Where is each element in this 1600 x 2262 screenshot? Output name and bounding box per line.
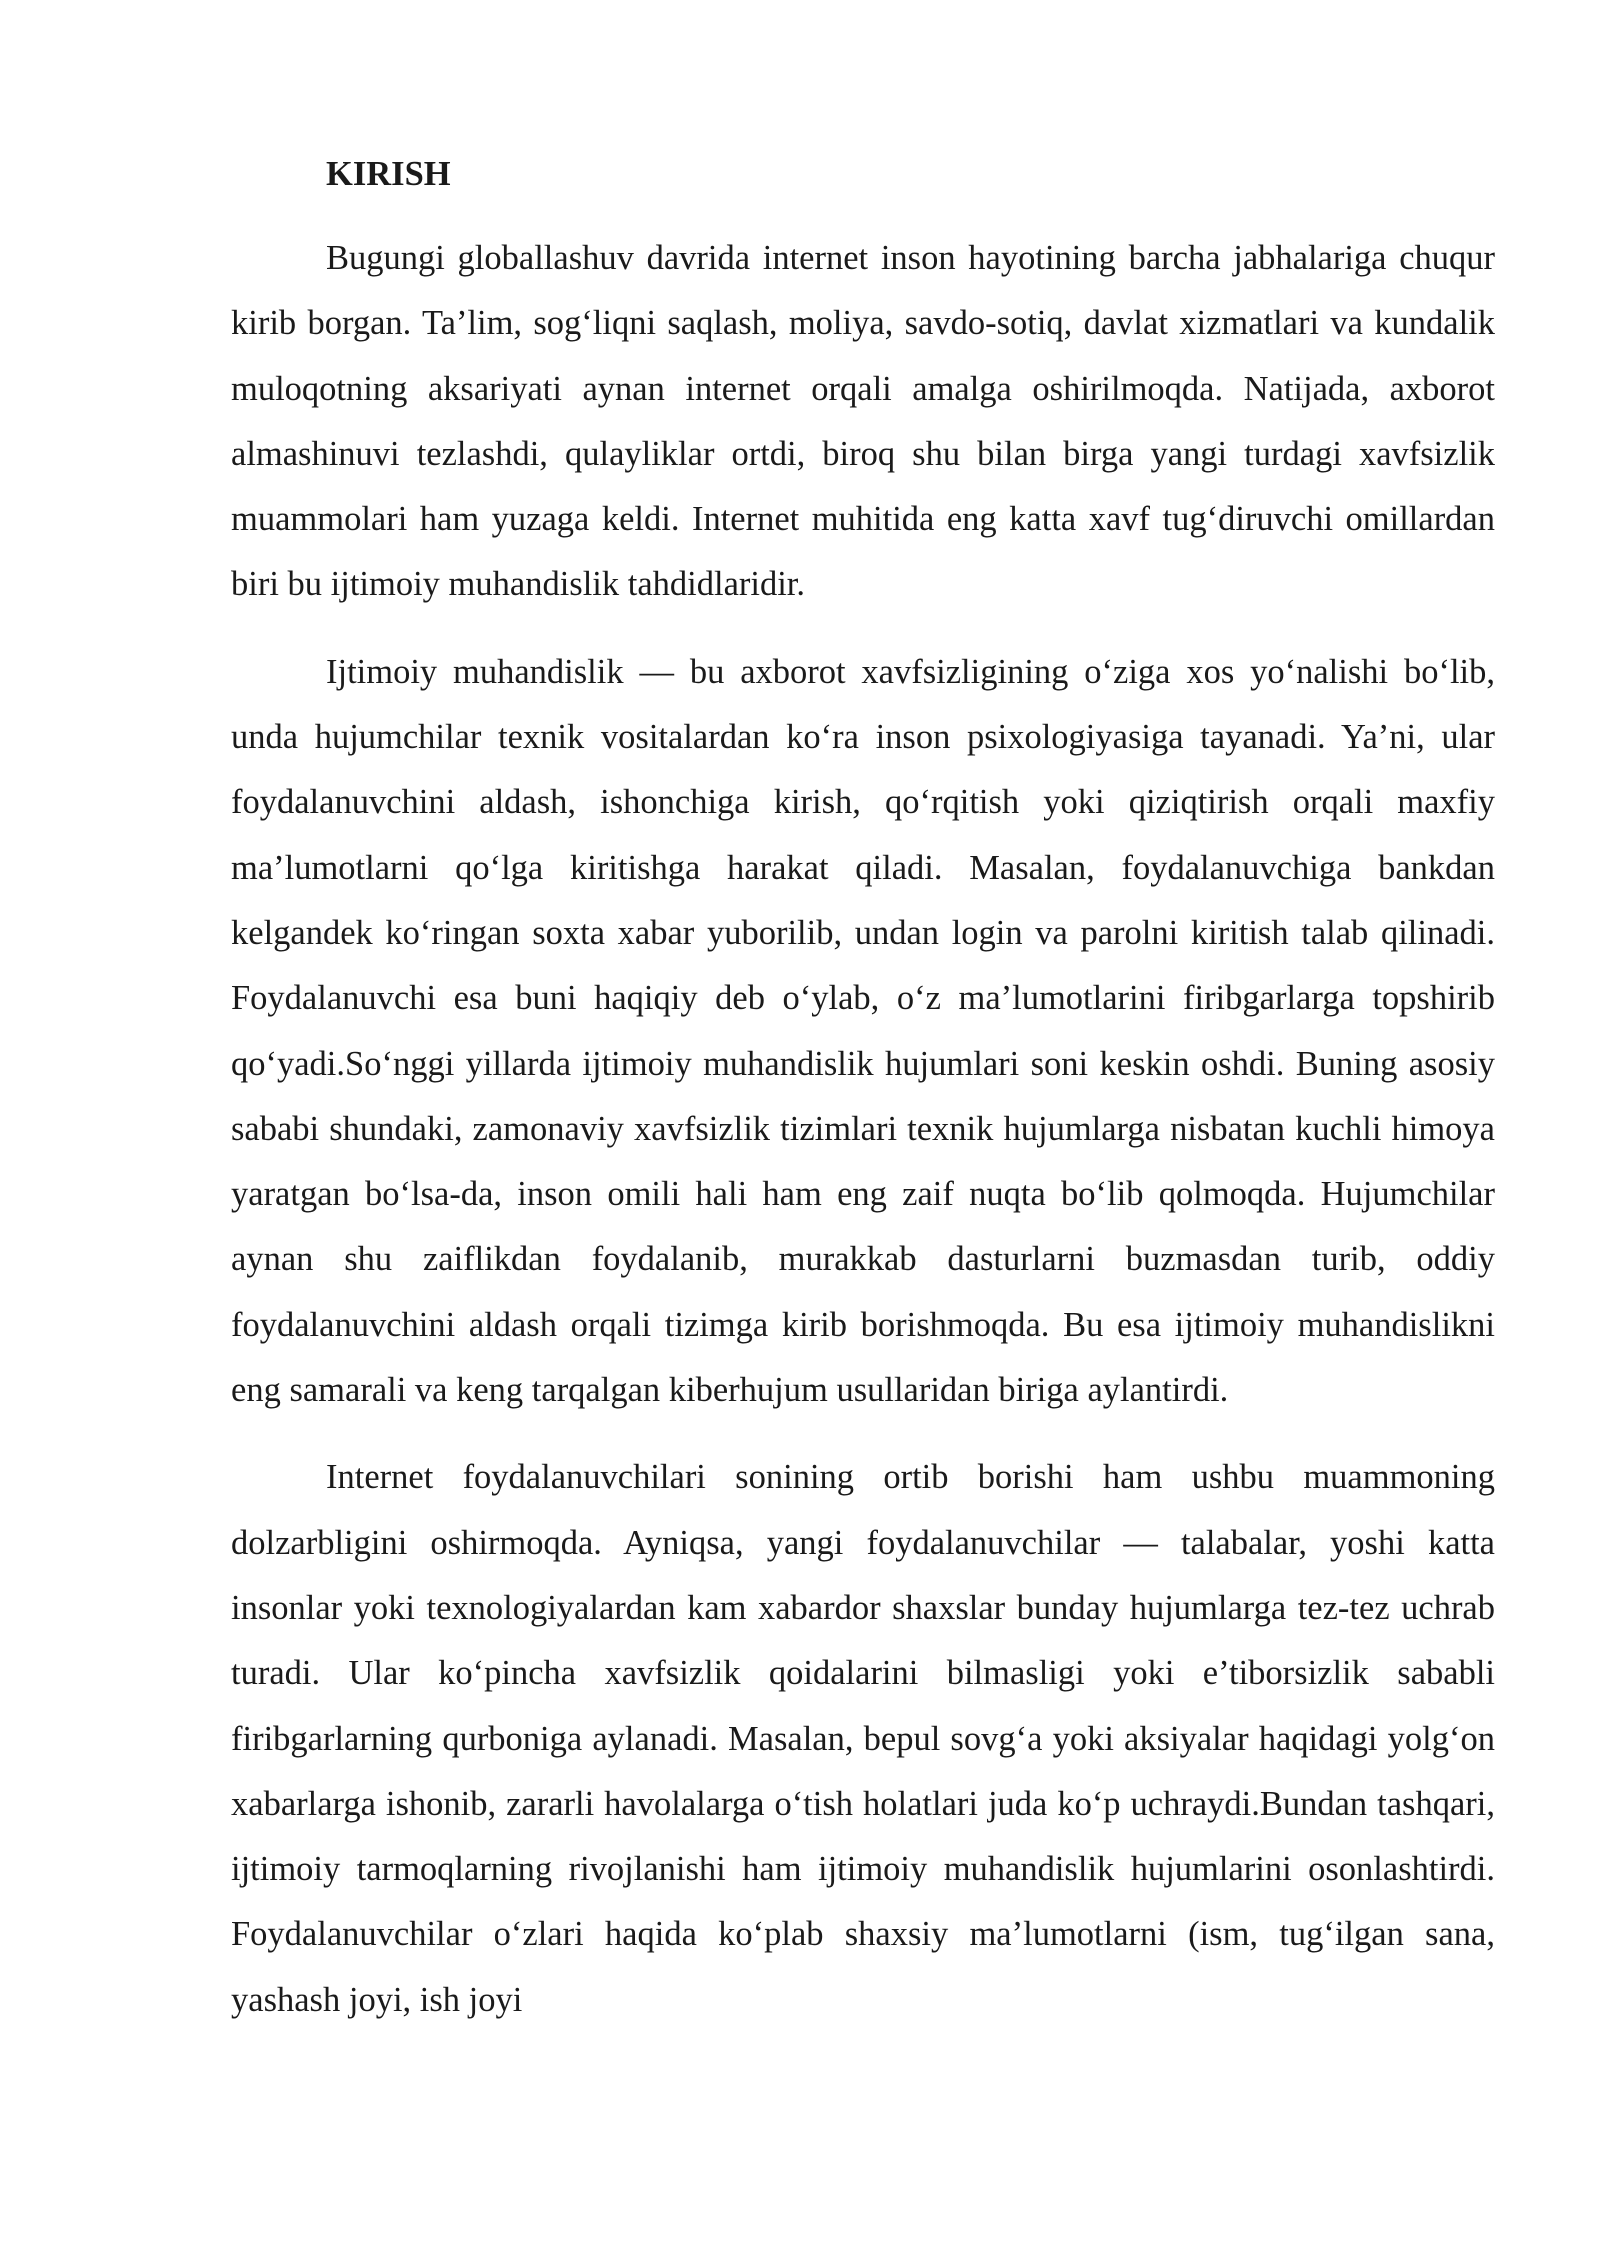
paragraph-3: Internet foydalanuvchilari sonining ortib borishi ham ushbu muammoning dolzarbligini oshirmoqda. Ayniqsa, yangi foydalanuvchilar — talabalar, yoshi katta insonlar yoki texnologiyalardan kam xabardor shaxslar bunday hujumlarga tez-tez uchrab turadi. Ular ko‘pincha xavfsizlik qoidalarini bilmasligi yoki e’tiborsizlik sababli firibgarlarning qurboniga aylanadi. Masalan, bepul sovg‘a yoki aksiyalar haqidagi yolg‘on xabarlarga ishonib, zararli havolalarga o‘tish holatlari juda ko‘p uchraydi.Bundan tashqari, ijtimoiy tarmoqlarning rivojlanishi ham ijtimoiy muhandislik hujumlarini osonlashtirdi. Foydalanuvchilar o‘zlari haqida ko‘plab shaxsiy ma’lumotlarni (ism, tug‘ilgan sana, yashash joyi, ish joyi: [231, 1458, 1495, 2019]
paragraph-1: Bugungi globallashuv davrida internet inson hayotining barcha jabhalariga chuqur kirib borgan. Ta’lim, sog‘liqni saqlash, moliya, savdo-sotiq, davlat xizmatlari va kundalik muloqotning aksariyati aynan internet orqali amalga oshirilmoqda. Natijada, axborot almashinuvi tezlashdi, qulayliklar ortdi, biroq shu bilan birga yangi turdagi xavfsizlik muammolari ham yuzaga keldi. Internet muhitida eng katta xavf tug‘diruvchi omillardan biri bu ijtimoiy muhandislik tahdidlaridir.: [231, 239, 1495, 604]
paragraph-2: Ijtimoiy muhandislik — bu axborot xavfsizligining o‘ziga xos yo‘nalishi bo‘lib, unda hujumchilar texnik vositalardan ko‘ra inson psixologiyasiga tayanadi. Ya’ni, ular foydalanuvchini aldash, ishonchiga kirish, qo‘rqitish yoki qiziqtirish orqali maxfiy ma’lumotlarni qo‘lga kiritishga harakat qiladi. Masalan, foydalanuvchiga bankdan kelgandek ko‘ringan soxta xabar yuborilib, undan login va parolni kiritish talab qilinadi. Foydalanuvchi esa buni haqiqiy deb o‘ylab, o‘z ma’lumotlarini firibgarlarga topshirib qo‘yadi.So‘nggi yillarda ijtimoiy muhandislik hujumlari soni keskin oshdi. Buning asosiy sababi shundaki, zamonaviy xavfsizlik tizimlari texnik hujumlarga nisbatan kuchli himoya yaratgan bo‘lsa-da, inson omili hali ham eng zaif nuqta bo‘lib qolmoqda. Hujumchilar aynan shu zaiflikdan foydalanib, murakkab dasturlarni buzmasdan turib, oddiy foydalanuvchini aldash orqali tizimga kirib borishmoqda. Bu esa ijtimoiy muhandislikni eng samarali va keng tarqalgan kiberhujum usullaridan biriga aylantirdi.: [231, 652, 1495, 1410]
section-heading: KIRISH: [326, 155, 451, 193]
document-page: [231, 144, 1495, 2055]
